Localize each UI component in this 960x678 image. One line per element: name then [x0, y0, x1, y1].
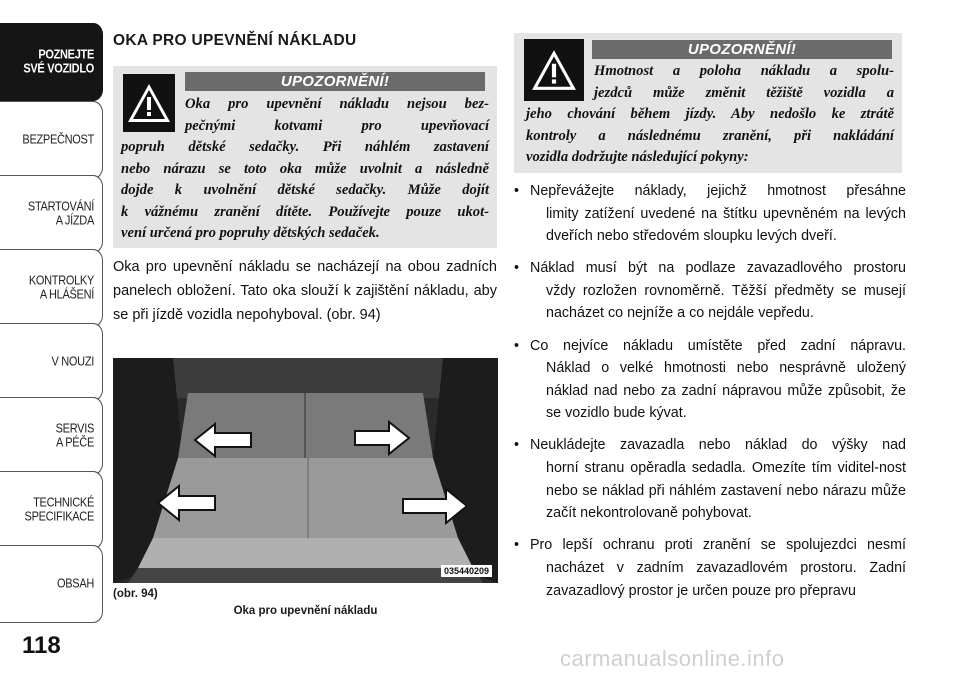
figure-caption: Oka pro upevnění nákladu — [233, 605, 378, 617]
list-item — [514, 180, 906, 248]
list-item-text: nacházet v zadním zavazadlovém prostoru. Zadní zavazadlový prostor je určen pouze pro přepravu — [546, 559, 906, 599]
figure-ref: (obr. 94) — [113, 588, 158, 600]
list-item-first-line: • Náklad musí být na podlaze zavazadlového prostoru — [530, 260, 906, 277]
tab-startovani-a-jizda[interactable]: STARTOVÁNÍ A JÍZDA — [0, 175, 103, 253]
warning-line: vení určená pro popruhy dětských sedaček. — [121, 225, 380, 241]
list-item — [514, 257, 906, 325]
warning-box-child-seat — [113, 66, 497, 248]
warning-line: nebo nárazu se toto oka může uvolnit a následně — [121, 160, 489, 177]
warning-line: Hmotnost a poloha nákladu a spolu- — [594, 63, 894, 79]
warning-text — [121, 94, 489, 245]
tab-kontrolky-a-hlaseni[interactable]: KONTROLKY A HLÁŠENÍ — [0, 249, 103, 327]
cargo-guidelines-list — [514, 180, 906, 612]
warning-line: kontroly a následnému zranění, při nakládání — [526, 127, 894, 144]
warning-line: jezdců může změnit těžiště vozidla a — [594, 84, 894, 101]
tab-v-nouzi[interactable]: V NOUZI — [0, 323, 103, 401]
list-item-first-line: • Neukládejte zavazadla nebo náklad do výšky nad — [530, 437, 906, 454]
watermark: carmanualsonline.info — [560, 646, 785, 671]
warning-line: vozidla dodržujte následující pokyny: — [526, 149, 749, 165]
list-item-text: vždy rozložen rovnoměrně. Těžší předměty se musejí nacházet co nejníže a co nejdále vepředu. — [546, 282, 906, 322]
page-number: 118 — [22, 632, 61, 659]
list-item — [514, 335, 906, 425]
warning-line: jeho chování během jízdy. Aby nedošlo ke ztrátě — [526, 106, 894, 122]
section-title: OKA PRO UPEVNĚNÍ NÁKLADU — [113, 32, 357, 49]
warning-text — [526, 61, 894, 169]
warning-line: dojde k uvolnění dětské sedačky. Může dojít — [121, 182, 489, 198]
body-paragraph: Oka pro upevnění nákladu se nacházejí na obou zadních panelech obložení. Tato oka slouží k zajištění nákladu, aby se při jízdě vozidla nepohyboval. (obr. 94) — [113, 259, 497, 323]
warning-box-cargo-weight — [514, 33, 902, 173]
list-item-first-line: • Co nejvíce nákladu umístěte před zadní nápravu. — [530, 337, 906, 354]
warning-line: k vážnému zranění dítěte. Používejte pouze ukot- — [121, 203, 489, 220]
warning-line: popruh dětské sedačky. Při náhlém zastavení — [121, 139, 489, 155]
tab-obsah[interactable]: OBSAH — [0, 545, 103, 623]
warning-header: UPOZORNĚNÍ! — [592, 40, 892, 59]
warning-header: UPOZORNĚNÍ! — [185, 72, 485, 91]
list-item-first-line: • Pro lepší ochranu proti zranění se spolujezdci nesmí — [530, 537, 906, 554]
list-item-text: horní stranu opěradla sedadla. Omezíte tím viditel-nost nebo se náklad při náhlém zastavení nebo nárazu může začít nekontrolovaně pohybovat. — [546, 460, 906, 522]
list-item-text: limity zatížení uvedené na štítku upevněném na levých dveřích nebo středovém sloupku levých dveří. — [546, 205, 906, 245]
tab-technicke-specifikace[interactable]: TECHNICKÉ SPECIFIKACE — [0, 471, 103, 549]
tab-poznejte-sve-vozidlo[interactable]: POZNEJTE SVÉ VOZIDLO — [0, 23, 103, 101]
cargo-area-photo — [113, 358, 498, 583]
list-item-text: Náklad o velké hmotnosti nebo nesprávně uložený náklad nad nebo za zadní nápravou může způsobit, že se vozidlo bude kývat. — [546, 360, 906, 422]
list-item — [514, 534, 906, 602]
tab-servis-a-pece[interactable]: SERVIS A PÉČE — [0, 397, 103, 475]
list-item — [514, 434, 906, 524]
list-item-first-line: • Nepřevážejte náklady, jejichž hmotnost přesáhne — [530, 183, 906, 199]
tab-bezpecnost[interactable]: BEZPEČNOST — [0, 101, 103, 179]
warning-line: pečnými kotvami pro upevňovací — [185, 117, 489, 134]
warning-line: Oka pro upevnění nákladu nejsou bez- — [185, 96, 489, 112]
figure-code: 035440209 — [441, 565, 492, 577]
